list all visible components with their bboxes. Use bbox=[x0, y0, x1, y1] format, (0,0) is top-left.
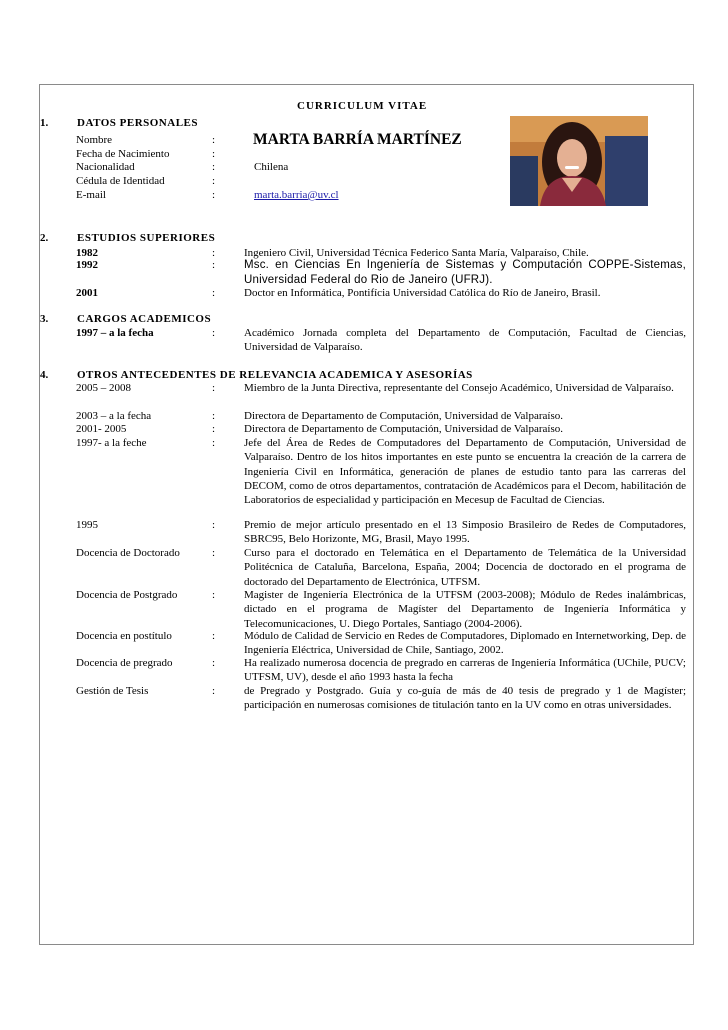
entry-year: 1992 bbox=[76, 259, 98, 271]
entry-period: Docencia de Doctorado bbox=[76, 547, 180, 559]
section-number: 1. bbox=[40, 117, 49, 129]
entry-text: Miembro de la Junta Directiva, representante del Consejo Académico, Universidad de Valparaíso. bbox=[244, 382, 674, 394]
colon: : bbox=[212, 630, 216, 642]
colon: : bbox=[212, 189, 216, 201]
colon: : bbox=[212, 327, 216, 339]
section-number: 4. bbox=[40, 369, 49, 381]
entry-period: 1997- a la feche bbox=[76, 437, 147, 449]
entry-text: Premio de mejor artículo presentado en el 13 Simposio Brasileiro de Redes de Computadores, SBRC95, Belo Horizonte, MG, Brasil, Mayo 1995. bbox=[244, 519, 686, 546]
page-frame bbox=[39, 84, 694, 945]
section-title: OTROS ANTECEDENTES DE RELEVANCIA ACADEMICA Y ASESORÍAS bbox=[77, 369, 473, 381]
entry-period: Docencia de Postgrado bbox=[76, 589, 178, 601]
colon: : bbox=[212, 247, 216, 259]
profile-photo bbox=[510, 116, 648, 206]
entry-text: Msc. en Ciencias En Ingeniería de Sistemas y Computación COPPE-Sistemas, Universidad Federal do Rio de Janeiro (UFRJ). bbox=[244, 259, 686, 286]
colon: : bbox=[212, 161, 216, 173]
section-title: CARGOS ACADEMICOS bbox=[77, 313, 212, 325]
entry-text: Módulo de Calidad de Servicio en Redes de Computadores, Diplomado en Internetworking, Dep. de Ingeniería Eléctrica, Universidad de Chile, Santiago, 2002. bbox=[244, 630, 686, 657]
entry-text: Directora de Departamento de Computación, Universidad de Valparaíso. bbox=[244, 423, 563, 435]
entry-period: Docencia en postítulo bbox=[76, 630, 172, 642]
section-title: DATOS PERSONALES bbox=[77, 117, 198, 129]
colon: : bbox=[212, 519, 216, 531]
colon: : bbox=[212, 437, 216, 449]
entry-text: de Pregrado y Postgrado. Guía y co-guía de más de 40 tesis de pregrado y 1 de Magíster; participación en numerosas comisiones de titulación tanto en la UV como en otras universidades. bbox=[244, 685, 686, 712]
entry-year: 2001 bbox=[76, 287, 98, 299]
colon: : bbox=[212, 657, 216, 669]
colon: : bbox=[212, 423, 216, 435]
field-value: Chilena bbox=[254, 161, 289, 173]
field-label: Nacionalidad bbox=[76, 161, 135, 173]
entry-text: Curso para el doctorado en Telemática en el Departamento de Telemática de la Universidad Politécnica de Cataluña, Barcelona, España, 2004; Docencia de doctorado en el programa de doctorado del Departamento de Electrónica, UTFSM. bbox=[244, 547, 686, 588]
entry-text: Ha realizado numerosa docencia de pregrado en carreras de Ingeniería Informática (UChile, PUCV; UTFSM, UV), desde el año 1993 hasta la fecha bbox=[244, 657, 686, 684]
colon: : bbox=[212, 382, 216, 394]
section-number: 2. bbox=[40, 232, 49, 244]
colon: : bbox=[212, 259, 216, 271]
colon: : bbox=[212, 134, 216, 146]
entry-period: Docencia de pregrado bbox=[76, 657, 173, 669]
portrait-image bbox=[510, 116, 648, 206]
entry-period: 2003 – a la fecha bbox=[76, 410, 152, 422]
entry-text: Doctor en Informática, Pontifícia Universidad Católica do Río de Janeiro, Brasil. bbox=[244, 287, 601, 299]
colon: : bbox=[212, 287, 216, 299]
field-label: Cédula de Identidad bbox=[76, 175, 165, 187]
entry-text: Directora de Departamento de Computación, Universidad de Valparaíso. bbox=[244, 410, 563, 422]
section-title: ESTUDIOS SUPERIORES bbox=[77, 232, 216, 244]
entry-text: Magister de Ingeniería Electrónica de la UTFSM (2003-2008); Módulo de Redes inalámbricas, dictado en el programa de Magíster del Departamento de Ingeniería Informática y Telecomunicaciones, U. Diego Portales, Santiago (2004-2006). bbox=[244, 589, 686, 630]
entry-period: 2001- 2005 bbox=[76, 423, 127, 435]
colon: : bbox=[212, 410, 216, 422]
entry-period: 2005 – 2008 bbox=[76, 382, 131, 394]
entry-period: 1995 bbox=[76, 519, 98, 531]
field-label: E-mail bbox=[76, 189, 106, 201]
entry-text: Ingeniero Civil, Universidad Técnica Federico Santa María, Valparaíso, Chile. bbox=[244, 247, 589, 259]
colon: : bbox=[212, 589, 216, 601]
email-link[interactable]: marta.barria@uv.cl bbox=[254, 189, 339, 201]
field-label: Nombre bbox=[76, 134, 113, 146]
colon: : bbox=[212, 175, 216, 187]
document-title: CURRICULUM VITAE bbox=[297, 100, 428, 112]
entry-period: 1997 – a la fecha bbox=[76, 327, 154, 339]
entry-period: Gestión de Tesis bbox=[76, 685, 149, 697]
full-name: MARTA BARRÍA MARTÍNEZ bbox=[253, 131, 462, 148]
entry-year: 1982 bbox=[76, 247, 98, 259]
colon: : bbox=[212, 148, 216, 160]
colon: : bbox=[212, 547, 216, 559]
section-number: 3. bbox=[40, 313, 49, 325]
field-label: Fecha de Nacimiento bbox=[76, 148, 170, 160]
colon: : bbox=[212, 685, 216, 697]
entry-text: Jefe del Área de Redes de Computadores del Departamento de Computación, Universidad de Valparaíso. Dentro de los hitos importantes en este punto se encuentra la creación de la carrera de Ingeniería Civil en Informática, generación de planes de estudio tanto para las carreras del DECOM, como de otros departamentos, contratación de Académicos para el Decom, habilitación de Laboratorios de especialidad y participación en Mecesup de Facultad de Ciencias. bbox=[244, 437, 686, 507]
entry-text: Académico Jornada completa del Departamento de Computación, Facultad de Ciencias, Universidad de Valparaíso. bbox=[244, 327, 686, 354]
